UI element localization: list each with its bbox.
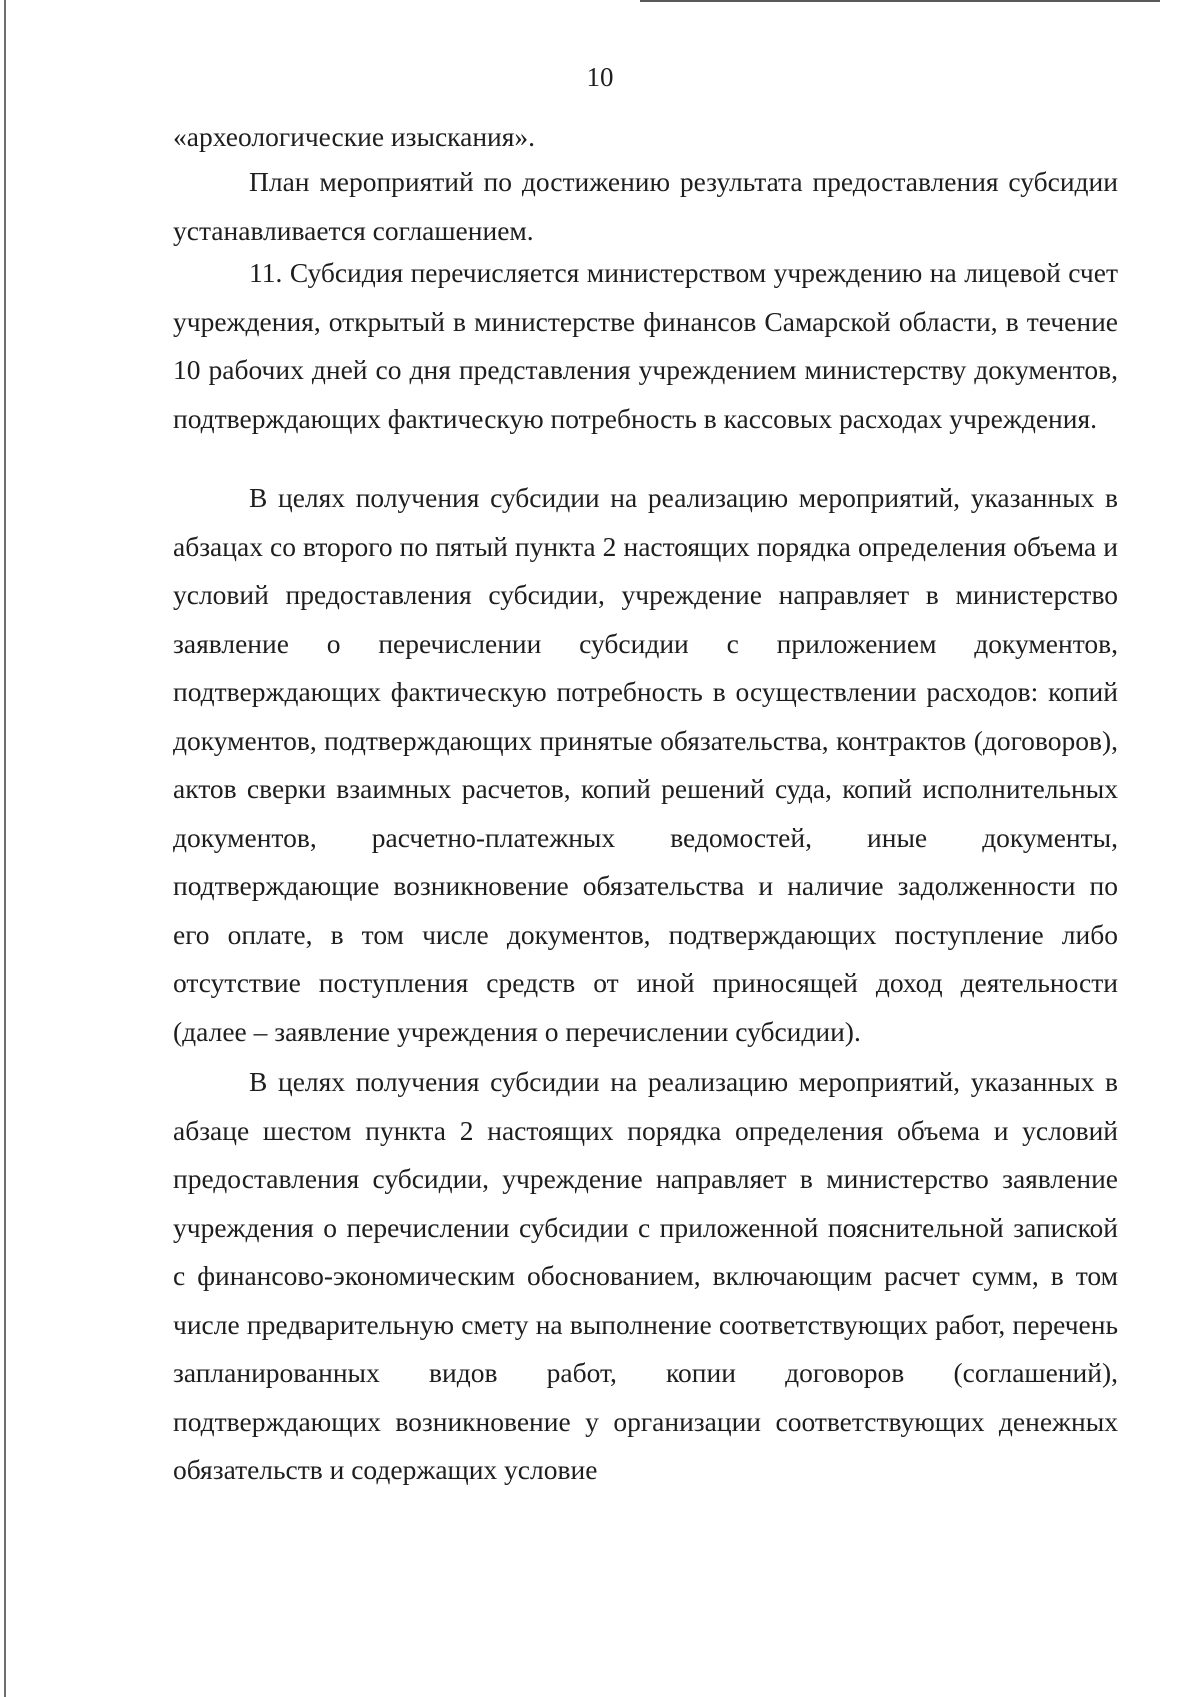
paragraph-continuation: «археологические изыскания». xyxy=(173,121,536,152)
paragraph-application-item-6: В целях получения субсидии на реализацию мероприятий, указанных в абзаце шестом пункта 2 настоящих порядка определения объема и условий предоставления субсидии, учреждение направляет в министерство заявление учреждения о перечислении субсидии с приложенной пояснительной запиской с финансово-экономическим обоснованием, включающим расчет сумм, в том числе предварительную смету на выполнение соответствующих работ, перечень запланированных видов работ, копии договоров (соглашений), подтверждающих возникновение у организации соответствующих денежных обязательств и содержащих условие xyxy=(173,1066,1118,1485)
paragraph-item-11: 11. Субсидия перечисляется министерством учреждению на лицевой счет учреждения, открытый в министерстве финансов Самарской области, в течение 10 рабочих дней со дня представления учреждением министерству документов, подтверждающих фактическую потребность в кассовых расходах учреждения. xyxy=(173,257,1118,434)
scan-edge-left xyxy=(4,0,6,1697)
page-number: 10 xyxy=(586,62,614,92)
paragraph-application-items-2-5: В целях получения субсидии на реализацию мероприятий, указанных в абзацах со второго по пятый пункта 2 настоящих порядка определения объема и условий предоставления субсидии, учреждение направляет в министерство заявление о перечислении субсидии с приложением документов, подтверждающих фактическую потребность в осуществлении расходов: копий документов, подтверждающих принятые обязательства, контрактов (договоров), актов сверки взаимных расчетов, копий решений суда, копий исполнительных документов, расчетно-платежных ведомостей, иные документы, подтверждающие возникновение обязательства и наличие задолженности по его оплате, в том числе документов, подтверждающих поступление либо отсутствие поступления средств от иной приносящей доход деятельности (далее – заявление учреждения о перечислении субсидии). xyxy=(173,482,1118,1047)
scan-edge-top xyxy=(640,0,1160,2)
paragraph-action-plan: План мероприятий по достижению результата предоставления субсидии устанавливается соглашением. xyxy=(173,166,1118,246)
